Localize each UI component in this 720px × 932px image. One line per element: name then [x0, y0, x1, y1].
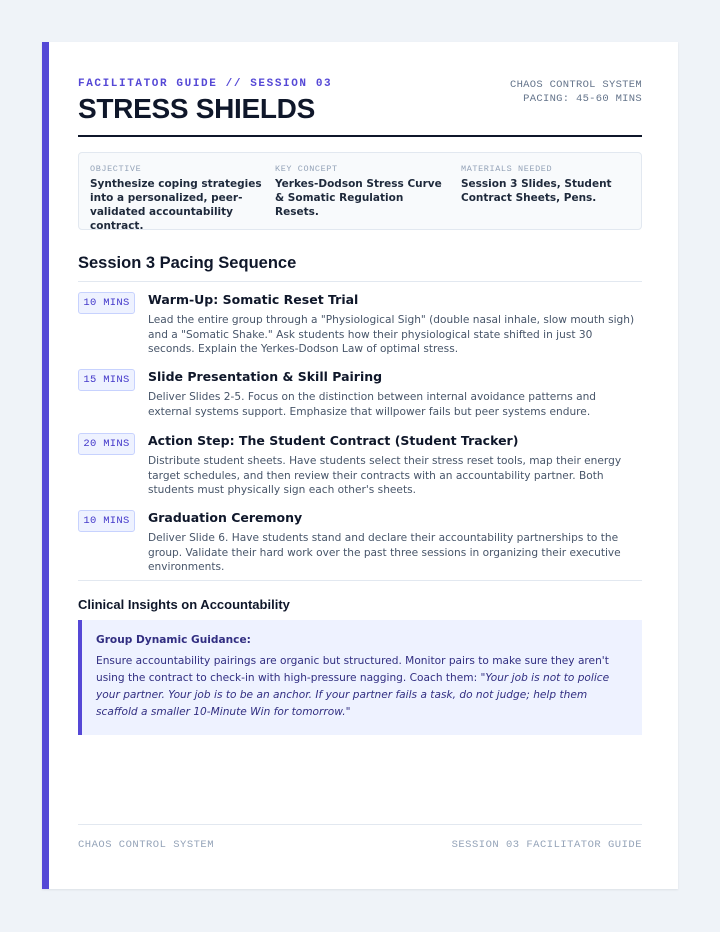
- callout-text: [96, 653, 630, 721]
- step-body: [148, 369, 642, 419]
- footer-right: SESSION 03 FACILITATOR GUIDE: [451, 839, 642, 851]
- page-title: STRESS SHIELDS: [78, 93, 315, 124]
- section-divider: [78, 580, 642, 581]
- callout-body: Ensure accountability pairings are organic but structured. Monitor pairs to make sure they aren't using the contract to check-in with high-pressure nagging. Coach them:: [96, 655, 609, 684]
- objective-label: OBJECTIVE: [90, 164, 142, 174]
- meta-pacing: PACING: 45-60 MINS: [523, 93, 642, 105]
- meta-system: CHAOS CONTROL SYSTEM: [509, 79, 642, 91]
- concept-text: Yerkes-Dodson Stress Curve & Somatic Regulation Resets.: [275, 178, 442, 218]
- insights-section-title: Clinical Insights on Accountability: [78, 597, 290, 612]
- step-title: Slide Presentation & Skill Pairing: [148, 369, 383, 384]
- step-description: Deliver Slide 6. Have students stand and declare their accountability partnerships to the group. Validate their hard work over the past three sessions in organizing their executive environments.: [148, 532, 621, 574]
- concept-label: KEY CONCEPT: [275, 164, 338, 174]
- duration-badge: 15 MINS: [78, 369, 135, 391]
- step-description: Distribute student sheets. Have students select their stress reset tools, map their energy target schedules, and then review their contracts with an accountability partner. Both students must physically sign each other's sheets.: [148, 455, 622, 497]
- step-title: Action Step: The Student Contract (Student Tracker): [148, 433, 519, 448]
- step-title: Graduation Ceremony: [148, 510, 303, 525]
- materials-text: Session 3 Slides, Student Contract Sheets, Pens.: [461, 178, 612, 204]
- callout-label: Group Dynamic Guidance:: [96, 634, 251, 646]
- step-description: Deliver Slides 2-5. Focus on the distinction between internal avoidance patterns and external systems support. Emphasize that willpower fails but peer systems endure.: [148, 391, 597, 418]
- pacing-section-title: Session 3 Pacing Sequence: [78, 254, 642, 282]
- step-body: [148, 510, 642, 575]
- duration-badge: 10 MINS: [78, 510, 135, 532]
- concept-column: [275, 164, 449, 219]
- step-description: Lead the entire group through a "Physiological Sigh" (double nasal inhale, slow mouth sigh) and a "Somatic Shake." Ask students how their physiological state shifted in just 30 seconds. Explain the Yerkes-Dodson Law of optimal stress.: [148, 314, 635, 356]
- step-body: [148, 292, 642, 357]
- footer-left: CHAOS CONTROL SYSTEM: [78, 839, 215, 851]
- summary-box: [78, 152, 642, 230]
- page-content: [78, 42, 642, 889]
- duration-badge: 10 MINS: [78, 292, 135, 314]
- guidance-callout: [78, 620, 642, 735]
- objective-text: Synthesize coping strategies into a personalized, peer-validated accountability contract.: [90, 178, 262, 232]
- step-title: Warm-Up: Somatic Reset Trial: [148, 292, 359, 307]
- step-body: [148, 433, 642, 498]
- header-meta: [510, 78, 642, 106]
- duration-badge: 20 MINS: [78, 433, 135, 455]
- guide-kicker: FACILITATOR GUIDE // SESSION 03: [78, 78, 333, 90]
- materials-column: [461, 164, 635, 205]
- objective-column: [90, 164, 264, 233]
- callout-quote: "Your job is not to police your partner. Your job is to be an anchor. If your partner fails a task, do not judge; help them scaffold a smaller 10-Minute Win for tomorrow.": [96, 672, 610, 718]
- materials-label: MATERIALS NEEDED: [461, 164, 553, 174]
- page-footer: [78, 824, 642, 854]
- document-page: [42, 42, 678, 889]
- page-header: [78, 76, 642, 137]
